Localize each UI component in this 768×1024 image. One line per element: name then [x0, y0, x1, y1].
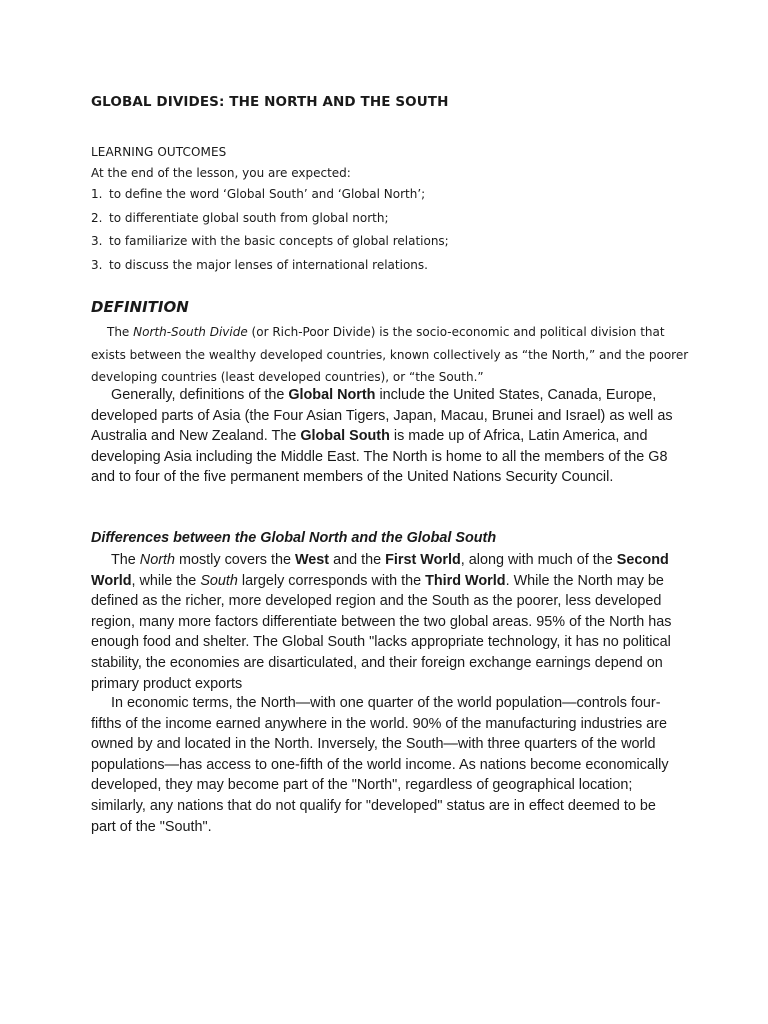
list-item — [91, 210, 449, 234]
global-north-term: Global North — [288, 387, 376, 403]
definition-paragraph — [91, 321, 691, 389]
list-item — [91, 233, 449, 257]
differences-text-0: The — [111, 552, 140, 568]
definition-term: North-South Divide — [133, 325, 248, 339]
definition-heading: DEFINITION — [91, 298, 189, 316]
list-item — [91, 186, 449, 210]
economic-paragraph — [91, 693, 683, 837]
differences-heading: Differences between the Global North and the Global South — [91, 530, 497, 546]
list-item-text: to familiarize with the basic concepts of global relations; — [109, 234, 449, 248]
differences-text-1: mostly covers the — [175, 552, 295, 568]
page-title: GLOBAL DIVIDES: THE NORTH AND THE SOUTH — [91, 94, 449, 110]
third-world-term: Third World — [425, 572, 506, 589]
learning-outcomes-intro: At the end of the lesson, you are expected: — [91, 166, 351, 180]
generally-paragraph — [91, 385, 683, 488]
generally-text-2: is made up of Africa, Latin America, and developing Asia including the Middle East. The North is home to all the members of the G8 and to four of the five permanent members of the United Nations Security Council. — [91, 428, 668, 486]
learning-outcomes-heading: LEARNING OUTCOMES — [91, 145, 227, 159]
learning-outcomes-list — [91, 186, 449, 280]
definition-text-rest: (or Rich-Poor Divide) is the socio-economic and political division that exists between the wealthy developed countries, known collectively as “the North,” and the poorer developing countries (least developed countries), or “the South.” — [91, 325, 689, 384]
list-item-number: 1. — [91, 187, 103, 201]
list-item-text: to define the word ‘Global South’ and ‘Global North’; — [109, 187, 426, 201]
list-item-number: 2. — [91, 210, 103, 225]
list-item-text: to discuss the major lenses of international relations. — [109, 257, 428, 272]
differences-text-2: and the — [329, 552, 386, 568]
global-south-term: Global South — [300, 428, 390, 445]
list-item-number: 3. — [91, 234, 103, 248]
economic-text: In economic terms, the North—with one quarter of the world population—controls four-fifths of the income earned anywhere in the world. 90% of the manufacturing industries are owned by and located in the North. Inversely, the South—with three quarters of the world populations—has access to one-fifth of the world income. As nations become economically developed, they may become part of the "North", regardless of geographical location; similarly, any nations that do not qualify for "developed" status are in effect deemed to be part of the "South". — [91, 695, 669, 835]
second-world-term: Second World — [91, 552, 669, 589]
first-world-term: First World — [385, 552, 461, 568]
differences-text-5: largely corresponds with the — [237, 572, 426, 589]
generally-text-0: Generally, definitions of the — [111, 387, 289, 403]
south-term: South — [200, 572, 238, 589]
definition-text-start: The — [107, 325, 134, 339]
differences-text-6: . While the North may be defined as the richer, more developed region and the South as the poorer, less developed region, many more factors differentiate between the two global areas. 95% of the North has enough food and shelter. The Global South "lacks appropriate technology, it has no political stability, the economies are disarticulated, and their foreign exchange earnings depend on primary product exports — [91, 572, 672, 692]
differences-text-4: , while the — [131, 572, 201, 589]
list-item-text: to differentiate global south from global north; — [109, 210, 389, 225]
west-term: West — [294, 552, 330, 568]
differences-paragraph — [91, 550, 683, 694]
list-item — [91, 257, 449, 281]
north-term: North — [139, 552, 175, 568]
generally-text-1: include the United States, Canada, Europe, developed parts of Asia (the Four Asian Tigers, Japan, Macau, Brunei and Israel) as well as Australia and New Zealand. The — [91, 387, 673, 445]
list-item-number: 3. — [91, 257, 103, 272]
differences-text-3: , along with much of the — [460, 552, 617, 568]
